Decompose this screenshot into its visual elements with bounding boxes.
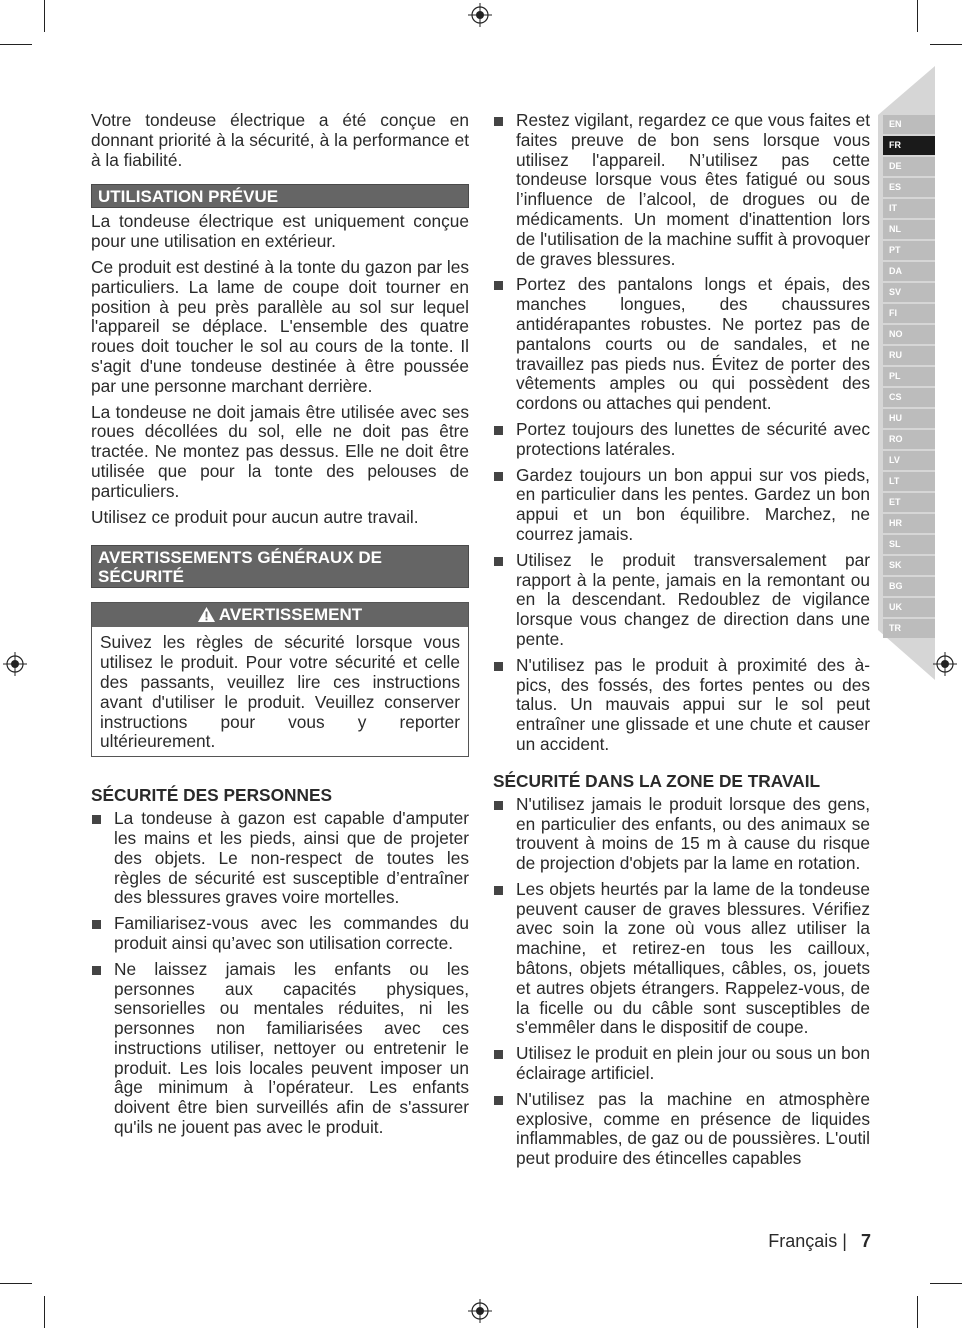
list-item: N'utilisez pas la machine en atmosphère explosive, comme en présence de liquides inflammables, de gaz ou de poussières. L'outil peut produire des étincelles capables <box>493 1090 870 1169</box>
section-heading-work-area: SÉCURITÉ DANS LA ZONE DE TRAVAIL <box>493 770 821 791</box>
language-tab-da[interactable]: DA <box>883 262 935 281</box>
list-item: Utilisez le produit en plein jour ou sous un bon éclairage artificiel. <box>493 1044 870 1084</box>
bullet-square-icon <box>494 662 503 671</box>
bullet-square-icon <box>494 1096 503 1105</box>
warning-title: AVERTISSEMENT <box>218 605 363 625</box>
page-number: 7 <box>860 1231 871 1251</box>
language-tab-fi[interactable]: FI <box>883 304 935 323</box>
footer-language: Français | <box>768 1231 847 1251</box>
right-column <box>493 111 870 1175</box>
usage-paragraph: La tondeuse électrique est uniquement conçue pour une utilisation en extérieur. <box>91 211 469 252</box>
list-item: N'utilisez jamais le produit lorsque des gens, en particulier des enfants, ou des animaux se trouvent à moins de 15 m à cause du risque de projection d'objets par la lame en rotation. <box>493 795 870 874</box>
usage-paragraph: Ce produit est destiné à la tonte du gazon par les particuliers. La lame de coupe doit tourner en position à peu près parallèle au sol sur lequel l'appareil se déplace. L'ensemble des quatre roues doit toucher le sol au cours de la tonte. Il s'agit d'une tondeuse destinée à être poussée par une personne marchant derrière. <box>91 256 469 396</box>
language-tab-pl[interactable]: PL <box>883 367 935 386</box>
language-tab-tr[interactable]: TR <box>883 619 935 638</box>
work-area-list <box>493 795 870 1169</box>
bullet-square-icon <box>92 966 101 975</box>
registration-mark-top-icon <box>468 3 492 27</box>
section-heading-general-safety: AVERTISSEMENTS GÉNÉRAUX DE SÉCURITÉ <box>91 545 469 588</box>
list-item: Ne laissez jamais les enfants ou les personnes aux capacités physiques, sensorielles ou mentales réduites, ni les personnes non familiarisées avec ces instructions utiliser, nettoyer ou entretenir le produit. Les lois locales peuvent imposer un âge minimum à l’opérateur. Les enfants doivent être bien surveillés afin de s'assurer qu'ils ne jouent pas avec le produit. <box>91 960 469 1138</box>
bullet-square-icon <box>92 920 101 929</box>
list-item: Gardez toujours un bon appui sur vos pieds, en particulier dans les pentes. Gardez un bon appui et un bon équilibre. Marchez, ne courrez jamais. <box>493 466 870 545</box>
language-tab-fr[interactable]: FR <box>883 136 935 155</box>
bullet-square-icon <box>494 801 503 810</box>
registration-mark-left-icon <box>3 652 27 676</box>
language-tab-et[interactable]: ET <box>883 493 935 512</box>
language-tab-cs[interactable]: CS <box>883 388 935 407</box>
list-item: Portez toujours des lunettes de sécurité avec protections latérales. <box>493 420 870 460</box>
list-item: Utilisez le produit transversalement par rapport à la pente, jamais en la remontant ou en la descendant. Redoublez de vigilance lorsque vous changez de direction dans une pente. <box>493 551 870 650</box>
language-tab-uk[interactable]: UK <box>883 598 935 617</box>
language-tab-sk[interactable]: SK <box>883 556 935 575</box>
list-item: Les objets heurtés par la lame de la tondeuse peuvent causer de graves blessures. Vérifiez avec soin la zone où vous allez utiliser la machine, et retirez-en tous les cailloux, bâtons, objets métalliques, câbles, os, jouets et autres objets étrangers. Rappelez-vous, de la ficelle ou du câble sont susceptibles de s'emmêler dans le dispositif de coupe. <box>493 880 870 1038</box>
language-tab-no[interactable]: NO <box>883 325 935 344</box>
language-tabs <box>883 115 935 640</box>
language-tab-de[interactable]: DE <box>883 157 935 176</box>
language-tab-it[interactable]: IT <box>883 199 935 218</box>
language-tab-lt[interactable]: LT <box>883 472 935 491</box>
bullet-square-icon <box>494 281 503 290</box>
persons-list <box>91 809 469 1138</box>
list-item: La tondeuse à gazon est capable d'amputer les mains et les pieds, ainsi que de projeter des objets. Le non-respect de toutes les règles de sécurité est susceptible d’entraîner des blessures graves voire mortelles. <box>91 809 469 908</box>
persons-list-continued <box>493 111 870 755</box>
language-tab-sv[interactable]: SV <box>883 283 935 302</box>
list-item: N'utilisez pas le produit à proximité des à-pics, des fossés, des fortes pentes ou des talus. Un mauvais appui sur le sol peut entraîner une glissade et une chute et causer un accident. <box>493 656 870 755</box>
page-footer <box>768 1231 871 1252</box>
language-tab-hu[interactable]: HU <box>883 409 935 428</box>
language-tab-nl[interactable]: NL <box>883 220 935 239</box>
language-tab-lv[interactable]: LV <box>883 451 935 470</box>
bullet-square-icon <box>494 426 503 435</box>
intro-text: Votre tondeuse électrique a été conçue en donnant priorité à la sécurité, à la performance et à la fiabilité. <box>91 110 469 170</box>
language-tab-hr[interactable]: HR <box>883 514 935 533</box>
bullet-square-icon <box>494 472 503 481</box>
warning-text: Suivez les règles de sécurité lorsque vous utilisez le produit. Pour votre sécurité et celle des passants, veuillez lire ces instructions avant d'utiliser le produit. Veuillez conserver instructions pour vous y reporter ultérieurement. <box>100 632 460 752</box>
usage-paragraph: La tondeuse ne doit jamais être utilisée avec ses roues décollées du sol, elle ne doit pas être tractée. Ne montez pas dessus. Elle ne doit être utilisée que pour la tonte des pelouses de particuliers. <box>91 401 469 501</box>
usage-paragraph: Utilisez ce produit pour aucun autre travail. <box>91 506 419 527</box>
language-tab-bg[interactable]: BG <box>883 577 935 596</box>
list-item: Portez des pantalons longs et épais, des manches longues, des chaussures antidérapantes robustes. Ne portez pas de pantalons courts ou de sandales, et ne travaillez pas pieds nus. Évitez de porter des vêtements amples ou qui possèdent des cordons ou attaches qui pendent. <box>493 275 870 414</box>
warning-triangle-icon <box>198 607 215 622</box>
warning-box <box>91 602 469 757</box>
language-tab-sl[interactable]: SL <box>883 535 935 554</box>
bullet-square-icon <box>494 557 503 566</box>
left-column <box>91 111 469 1144</box>
registration-mark-right-icon <box>933 652 957 676</box>
bullet-square-icon <box>494 117 503 126</box>
bullet-square-icon <box>92 815 101 824</box>
warning-header <box>92 603 468 627</box>
language-tab-ru[interactable]: RU <box>883 346 935 365</box>
section-heading-persons: SÉCURITÉ DES PERSONNES <box>91 785 333 806</box>
bullet-square-icon <box>494 886 503 895</box>
language-tab-en[interactable]: EN <box>883 115 935 134</box>
language-tab-pt[interactable]: PT <box>883 241 935 260</box>
registration-mark-bottom-icon <box>468 1299 492 1323</box>
list-item: Familiarisez-vous avec les commandes du produit ainsi qu’avec son utilisation correcte. <box>91 914 469 954</box>
language-tab-ro[interactable]: RO <box>883 430 935 449</box>
section-heading-usage: UTILISATION PRÉVUE <box>91 184 469 208</box>
bullet-square-icon <box>494 1050 503 1059</box>
language-tab-es[interactable]: ES <box>883 178 935 197</box>
list-item: Restez vigilant, regardez ce que vous faites et faites preuve de bon sens lorsque vous utilisez l'appareil. N’utilisez pas cette tondeuse lorsque vous êtes fatigué ou sous l’influence de l’alcool, de drogues ou de médicaments. Un moment d'inattention lors de l'utilisation de la machine suffit à provoquer de graves blessures. <box>493 111 870 269</box>
